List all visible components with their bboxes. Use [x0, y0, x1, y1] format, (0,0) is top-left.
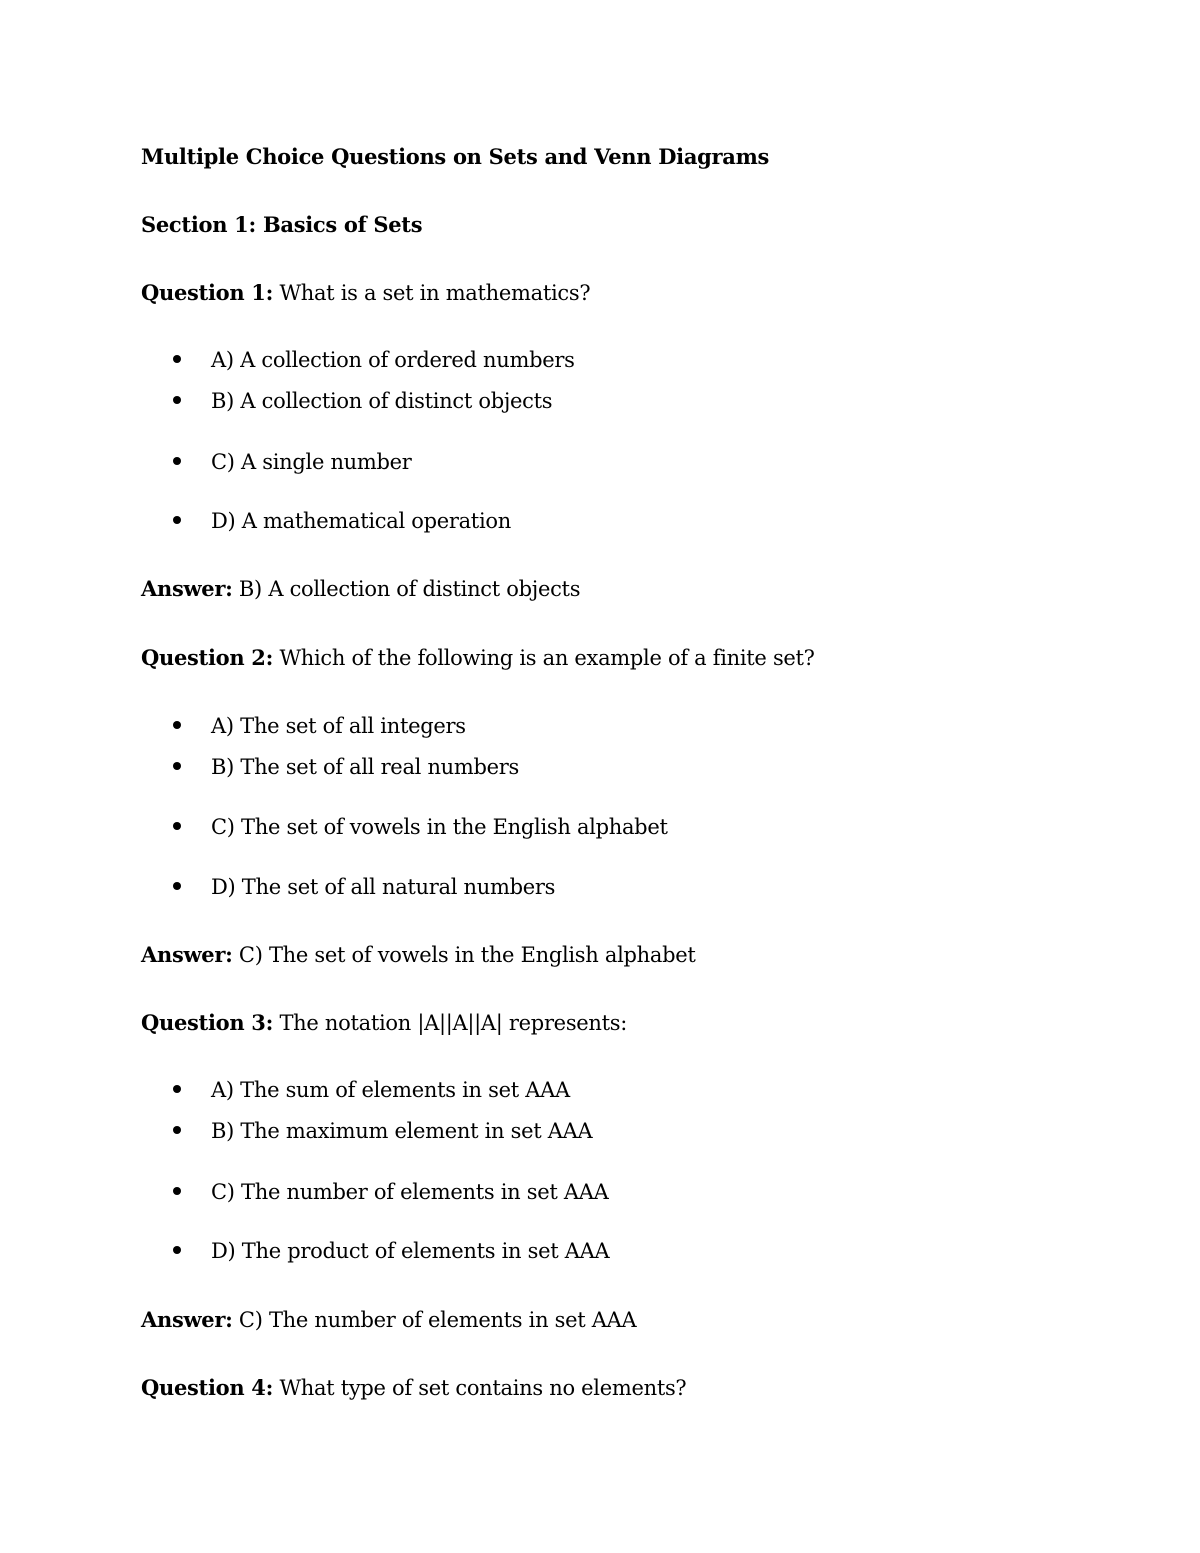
answer-1: [141, 575, 580, 603]
question-3-option-b: B) The maximum element in set AAA: [211, 1119, 593, 1143]
question-3-option-c: C) The number of elements in set AAA: [211, 1180, 609, 1204]
bullet-icon: [173, 457, 181, 465]
answer-3: [141, 1306, 636, 1334]
answer-3-text: C) The number of elements in set AAA: [232, 1308, 637, 1332]
question-2-text: Which of the following is an example of a finite set?: [273, 646, 815, 670]
question-1: [141, 279, 590, 307]
question-4-text: What type of set contains no elements?: [273, 1376, 687, 1400]
section-heading: Section 1: Basics of Sets: [141, 212, 423, 237]
question-3-option-d: D) The product of elements in set AAA: [211, 1239, 610, 1263]
bullet-icon: [173, 822, 181, 830]
question-2-label: Question 2:: [141, 645, 274, 670]
answer-1-text: B) A collection of distinct objects: [232, 577, 581, 601]
bullet-icon: [173, 355, 181, 363]
question-3-option-a: A) The sum of elements in set AAA: [211, 1078, 570, 1102]
question-1-option-c: C) A single number: [211, 450, 412, 474]
question-4: [141, 1374, 686, 1402]
bullet-icon: [173, 1126, 181, 1134]
question-2-option-a: A) The set of all integers: [211, 714, 466, 738]
answer-2-text: C) The set of vowels in the English alphabet: [232, 943, 696, 967]
answer-2: [141, 941, 696, 969]
question-2-option-d: D) The set of all natural numbers: [211, 875, 556, 899]
question-3-label: Question 3:: [141, 1010, 274, 1035]
bullet-icon: [173, 1187, 181, 1195]
bullet-icon: [173, 1085, 181, 1093]
question-1-option-d: D) A mathematical operation: [211, 509, 511, 533]
bullet-icon: [173, 882, 181, 890]
bullet-icon: [173, 396, 181, 404]
question-1-text: What is a set in mathematics?: [273, 281, 591, 305]
question-1-option-a: A) A collection of ordered numbers: [211, 348, 575, 372]
bullet-icon: [173, 762, 181, 770]
bullet-icon: [173, 1246, 181, 1254]
question-2-option-c: C) The set of vowels in the English alphabet: [211, 815, 668, 839]
document-title: Multiple Choice Questions on Sets and Venn Diagrams: [141, 144, 770, 169]
question-3: [141, 1009, 627, 1037]
question-1-option-b: B) A collection of distinct objects: [211, 389, 553, 413]
bullet-icon: [173, 721, 181, 729]
answer-2-label: Answer:: [141, 942, 233, 967]
answer-1-label: Answer:: [141, 576, 233, 601]
question-1-label: Question 1:: [141, 280, 274, 305]
question-2: [141, 644, 815, 672]
question-2-option-b: B) The set of all real numbers: [211, 755, 519, 779]
bullet-icon: [173, 516, 181, 524]
question-3-text: The notation |A||A||A| represents:: [273, 1011, 628, 1035]
question-4-label: Question 4:: [141, 1375, 274, 1400]
answer-3-label: Answer:: [141, 1307, 233, 1332]
